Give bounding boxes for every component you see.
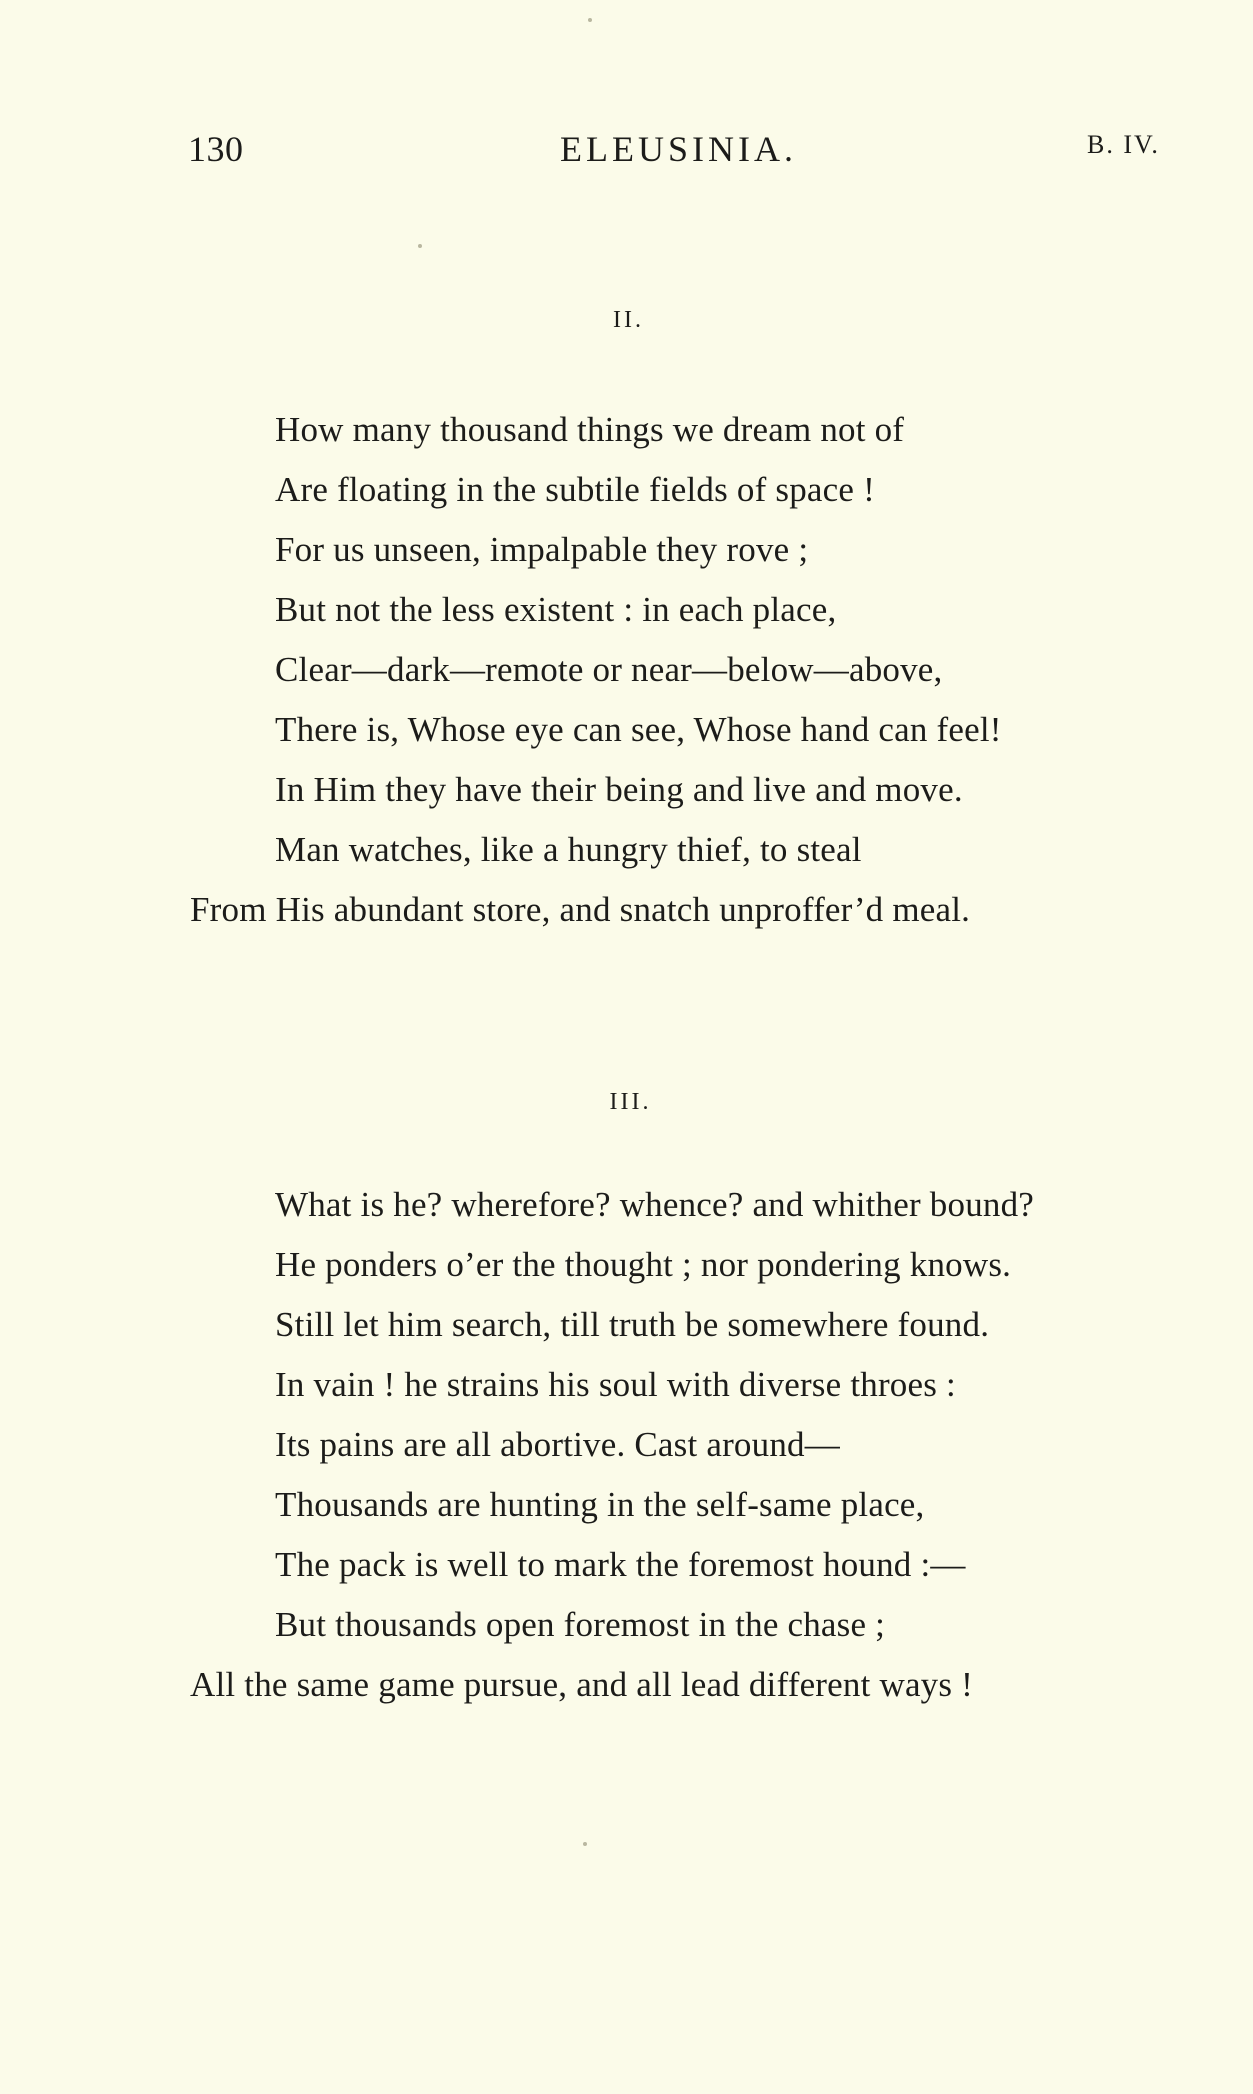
paper-speck	[418, 244, 422, 248]
verse-line: Thousands are hunting in the self-same place,	[275, 1485, 925, 1524]
paper-speck	[583, 1842, 587, 1846]
verse-line: Still let him search, till truth be somewhere found.	[275, 1305, 990, 1344]
verse-line: From His abundant store, and snatch unproffer’d meal.	[190, 890, 971, 929]
verse-line: For us unseen, impalpable they rove ;	[275, 530, 809, 569]
verse-line: How many thousand things we dream not of	[275, 410, 905, 449]
page-number: 130	[188, 129, 244, 169]
verse-line: In Him they have their being and live and move.	[275, 770, 963, 809]
verse-line: In vain ! he strains his soul with diverse throes :	[275, 1365, 956, 1404]
verse-line: Its pains are all abortive. Cast around—	[275, 1425, 840, 1464]
verse-line: He ponders o’er the thought ; nor pondering knows.	[275, 1245, 1012, 1284]
stanza-number: III.	[609, 1089, 652, 1115]
verse-line: But not the less existent : in each place,	[275, 590, 837, 629]
verse-line: Man watches, like a hungry thief, to steal	[275, 830, 862, 869]
stanza-number: II.	[613, 307, 644, 333]
running-head	[0, 128, 1253, 178]
paper-speck	[588, 18, 592, 22]
verse-line: Clear—dark—remote or near—below—above,	[275, 650, 943, 689]
verse-line: All the same game pursue, and all lead different ways !	[190, 1665, 973, 1704]
verse-line: Are floating in the subtile fields of space !	[275, 470, 875, 509]
verse-line: There is, Whose eye can see, Whose hand can feel!	[275, 710, 1002, 749]
book-reference: B. IV.	[1087, 130, 1160, 159]
running-title: ELEUSINIA.	[560, 129, 797, 169]
verse-line: But thousands open foremost in the chase ;	[275, 1605, 886, 1644]
verse-line: The pack is well to mark the foremost hound :—	[275, 1545, 966, 1584]
verse-line: What is he? wherefore? whence? and whither bound?	[275, 1185, 1035, 1224]
